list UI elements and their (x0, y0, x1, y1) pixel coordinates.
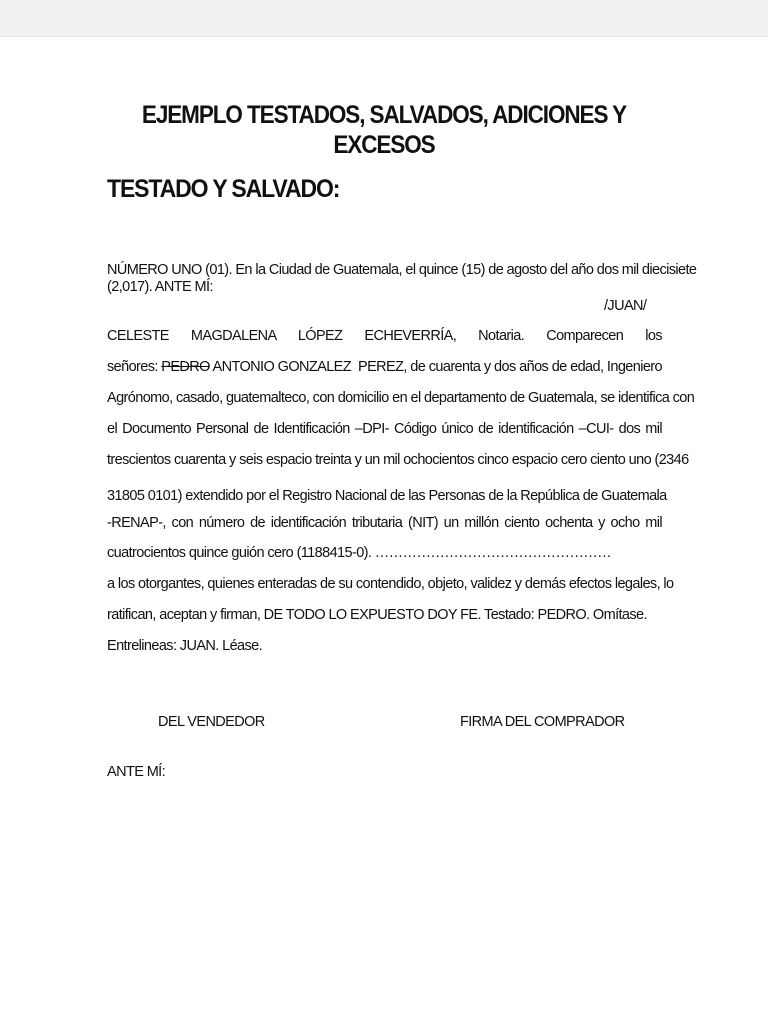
seller-signature-label: DEL VENDEDOR (158, 714, 265, 730)
text-line: (2,017). ANTE MÍ: (107, 279, 213, 295)
text-line: -RENAP-, con número de identificación tributaria (NIT) un millón ciento ochenta y ocho mil (107, 515, 662, 531)
document-title: EJEMPLO TESTADOS, SALVADOS, ADICIONES Y EXCESOS (141, 101, 627, 159)
text-line: ratifican, aceptan y firman, DE TODO LO EXPUESTO DOY FE. Testado: PEDRO. Omítase. (107, 607, 647, 623)
text-line: NÚMERO UNO (01). En la Ciudad de Guatemala, el quince (15) de agosto del año dos mil diecisiete (107, 262, 697, 278)
text-line: trescientos cuarenta y seis espacio treinta y un mil ochocientos cinco espacio cero ciento uno (2346 (107, 452, 689, 468)
text-line: el Documento Personal de Identificación –DPI- Código único de identificación –CUI- dos mil (107, 421, 662, 437)
text-segment: señores: (107, 359, 162, 375)
text-line: a los otorgantes, quienes enteradas de su contendido, objeto, validez y demás efectos legales, lo (107, 576, 674, 592)
text-line: Agrónomo, casado, guatemalteco, con domicilio en el departamento de Guatemala, se identifica con (107, 390, 695, 406)
text-line: CELESTE MAGDALENA LÓPEZ ECHEVERRÍA, Notaria. Comparecen los (107, 328, 662, 344)
struck-word: PEDRO (161, 359, 210, 375)
text-line: 31805 0101) extendido por el Registro Nacional de las Personas de la República de Guatemala (107, 488, 667, 504)
buyer-signature-label: FIRMA DEL COMPRADOR (460, 714, 625, 730)
text-segment: ANTONIO GONZALEZ PEREZ, de cuarenta y dos años de edad, Ingeniero (209, 359, 662, 375)
text-line: Entrelineas: JUAN. Léase. (107, 638, 263, 654)
text-line (107, 359, 662, 375)
interlineation: /JUAN/ (604, 298, 647, 314)
section-heading: TESTADO Y SALVADO: (107, 175, 340, 203)
text-line: cuatrocientos quince guión cero (1188415-0). …………………………………………… (107, 545, 612, 561)
ante-mi-label: ANTE MÍ: (107, 764, 166, 780)
